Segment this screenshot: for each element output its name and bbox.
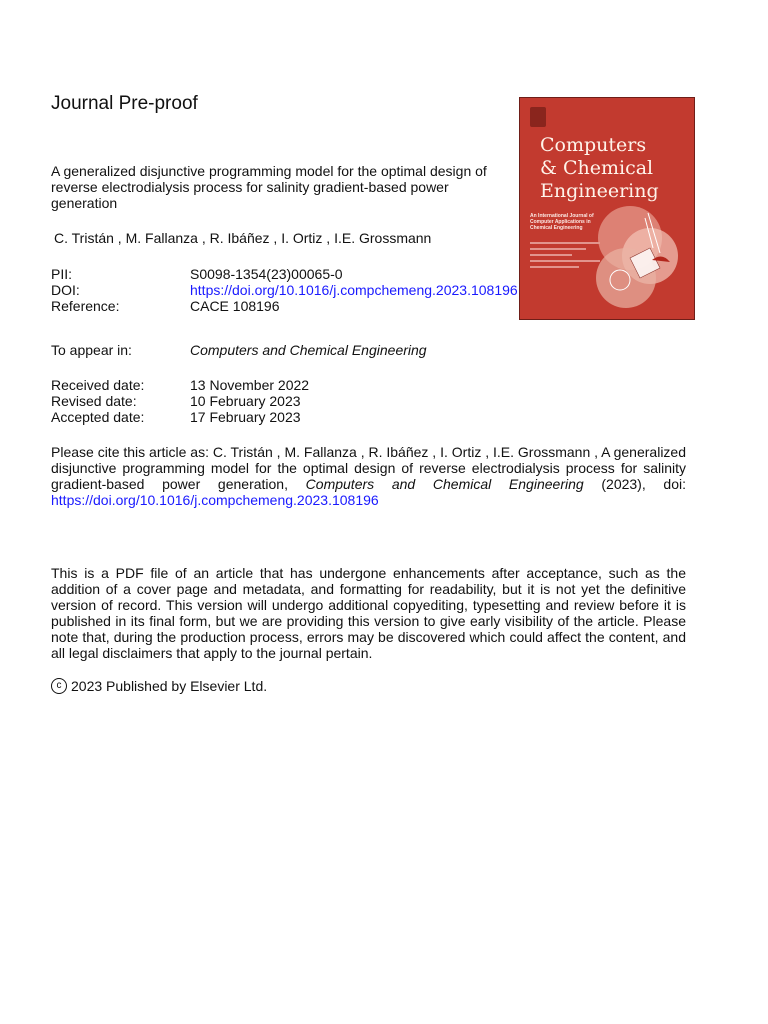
journal-name: Computers and Chemical Engineering <box>190 342 427 358</box>
citation-journal: Computers and Chemical Engineering <box>305 476 584 492</box>
cover-title-line: Engineering <box>540 180 659 202</box>
pii-value: S0098-1354(23)00065-0 <box>190 266 343 282</box>
accepted-date: 17 February 2023 <box>190 409 301 425</box>
citation-doi-link[interactable]: https://doi.org/10.1016/j.compchemeng.2023.108196 <box>51 492 379 508</box>
page-header: Journal Pre-proof <box>51 93 198 114</box>
revised-label: Revised date: <box>51 393 137 409</box>
cover-subtitle: An International Journal of Computer Applications in Chemical Engineering <box>530 213 594 231</box>
article-title: A generalized disjunctive programming model for the optimal design of reverse electrodialysis process for salinity gradient-based power generation <box>51 163 487 211</box>
received-label: Received date: <box>51 377 145 393</box>
citation-suffix: (2023), doi: <box>583 476 686 492</box>
copyright-text: 2023 Published by Elsevier Ltd. <box>71 678 268 694</box>
accepted-label: Accepted date: <box>51 409 145 425</box>
cover-title <box>540 134 690 203</box>
appear-in-label: To appear in: <box>51 342 132 358</box>
preproof-notice: This is a PDF file of an article that has undergone enhancements after acceptance, such as the addition of a cover page and metadata, and formatting for readability, but it is not yet the definitive version of record. This version will undergo additional copyediting, typesetting and review before it is published in its final form, but we are providing this version to give early visibility of the article. Please note that, during the production process, errors may be discovered which could affect the content, and all legal disclaimers that apply to the journal pertain. <box>51 565 686 661</box>
copyright-icon: c <box>51 678 67 694</box>
citation-text: Please cite this article as: C. Tristán , M. Fallanza , R. Ibáñez , I. Ortiz , I.E. Grossmann , A generalized disjunctive programming model for the optimal design of reverse electrodialysis process for salinity gradient-based power generation, <box>51 444 686 492</box>
cover-illustration-icon <box>590 198 690 318</box>
doi-link[interactable]: https://doi.org/10.1016/j.compchemeng.2023.108196 <box>190 282 518 298</box>
doi-label: DOI: <box>51 282 80 298</box>
revised-date: 10 February 2023 <box>190 393 301 409</box>
copyright-line <box>51 678 267 694</box>
pii-label: PII: <box>51 266 73 282</box>
citation-paragraph <box>51 444 686 508</box>
reference-label: Reference: <box>51 298 120 314</box>
journal-cover <box>519 97 695 320</box>
cover-title-line: & Chemical <box>540 157 654 179</box>
reference-value: CACE 108196 <box>190 298 280 314</box>
article-authors: C. Tristán , M. Fallanza , R. Ibáñez , I. Ortiz , I.E. Grossmann <box>54 230 432 246</box>
elsevier-logo-icon <box>530 107 546 127</box>
received-date: 13 November 2022 <box>190 377 310 393</box>
cover-title-line: Computers <box>540 134 647 156</box>
